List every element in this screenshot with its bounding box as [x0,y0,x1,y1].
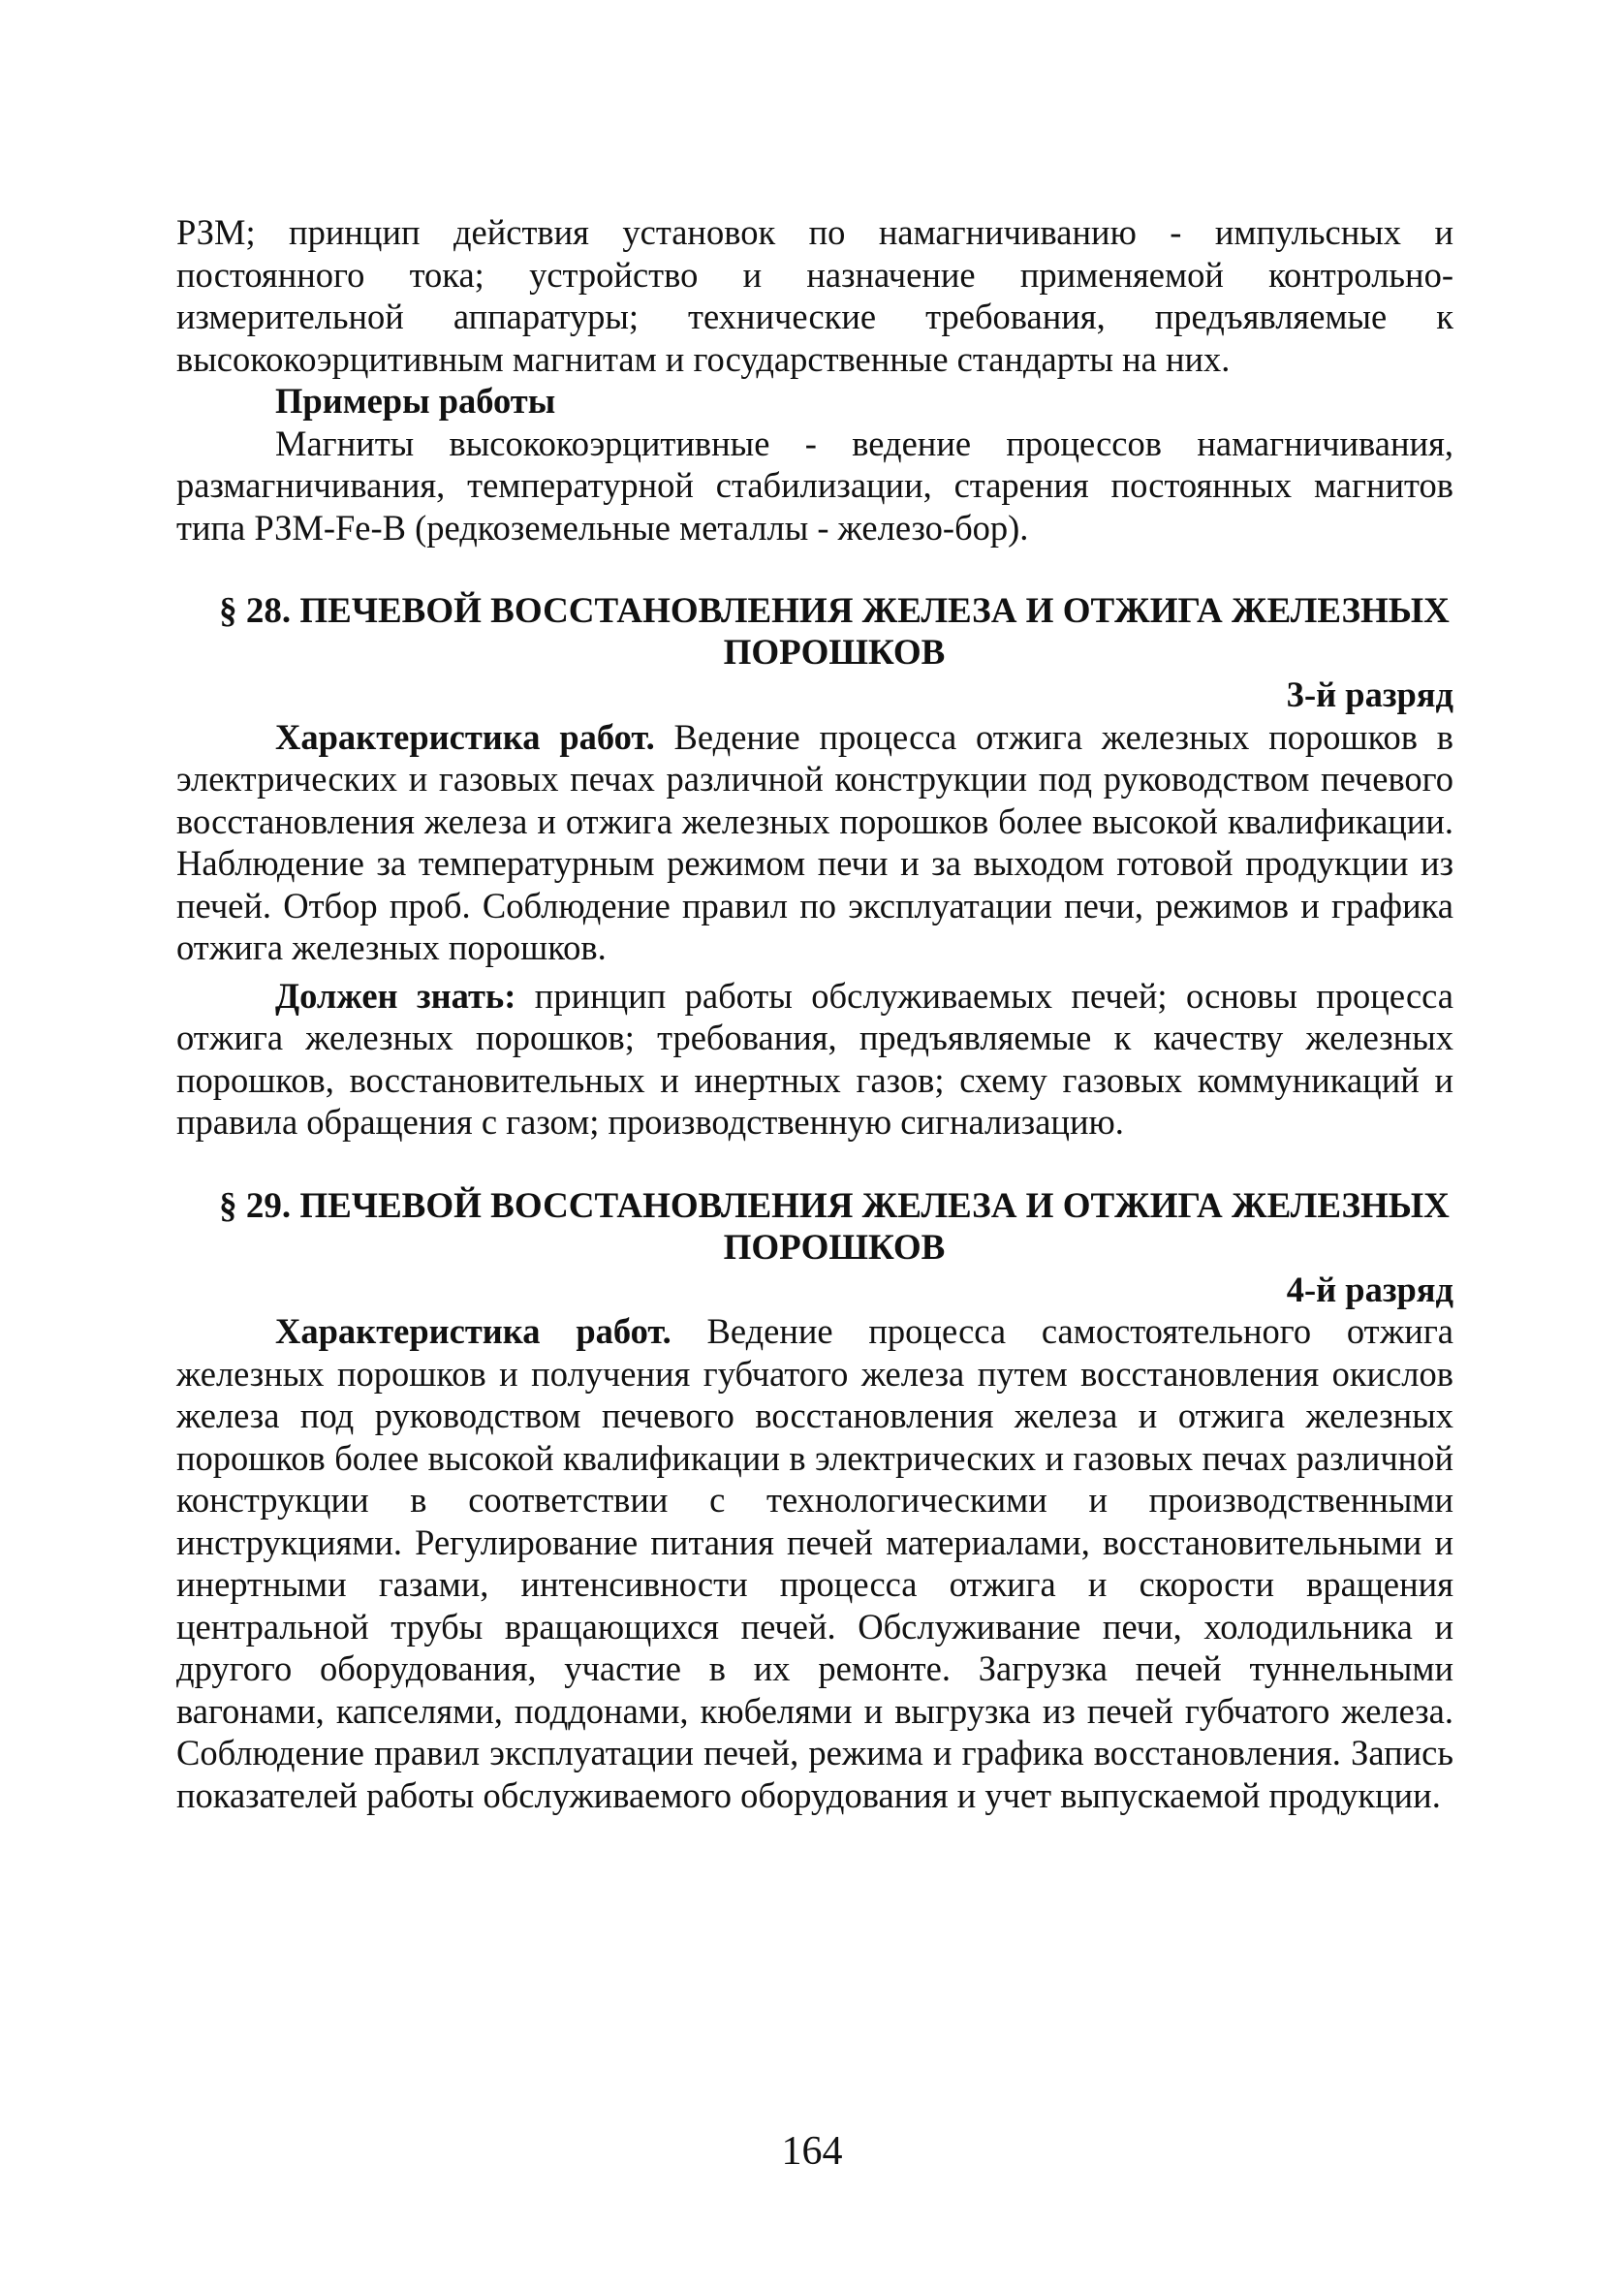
section-29-characteristic-label: Характеристика работ. [275,1311,671,1351]
section-29-characteristic [176,1310,1453,1816]
intro-paragraph: РЗМ; принцип действия установок по намагничиванию - импульсных и постоянного тока; устройство и назначение применяемой контрольно-измерительной аппаратуры; технические требования, предъявляемые к высококоэрцитивным магнитам и государственные стандарты на них. [176,212,1453,379]
examples-paragraph: Магниты высококоэрцитивные - ведение процессов намагничивания, размагничивания, температурной стабилизации, старения постоянных магнитов типа РЗМ-Fe-B (редкоземельные металлы - железо-бор). [176,423,1453,548]
section-29-characteristic-text: Ведение процесса самостоятельного отжига железных порошков и получения губчатого железа путем восстановления окислов железа под руководством печевого восстановления железа и отжига железных порошков более высокой квалификации в электрических и газовых печах различной конструкции в соответствии с технологическими и производственными инструкциями. Регулирование питания печей материалами, восстановительными и инертными газами, интенсивности процесса отжига и скорости вращения центральной трубы вращающихся печей. Обслуживание печи, холодильника и другого оборудования, участие в их ремонте. Загрузка печей туннельными вагонами, капселями, поддонами, кюбелями и выгрузка из печей губчатого железа. Соблюдение правил эксплуатации печей, режима и графика восстановления. Запись показателей работы обслуживаемого оборудования и учет выпускаемой продукции. [176,1311,1453,1815]
section-28-knowledge-label: Должен знать: [275,975,516,1016]
section-28-title: § 28. ПЕЧЕВОЙ ВОССТАНОВЛЕНИЯ ЖЕЛЕЗА И ОТЖИГА ЖЕЛЕЗНЫХ ПОРОШКОВ [219,591,1450,673]
section-spacer [176,549,1453,590]
section-28-characteristic [176,716,1453,969]
page-number: 164 [781,2129,843,2174]
section-28-knowledge [176,975,1453,1144]
section-29-grade: 4-й разряд [1286,1269,1453,1309]
section-29-title: § 29. ПЕЧЕВОЙ ВОССТАНОВЛЕНИЯ ЖЕЛЕЗА И ОТЖИГА ЖЕЛЕЗНЫХ ПОРОШКОВ [219,1185,1450,1268]
document-page [176,211,1453,1816]
section-28-grade: 3-й разряд [1286,674,1453,714]
section-28-characteristic-label: Характеристика работ. [275,716,655,757]
section-28-characteristic-text: Ведение процесса отжига железных порошков в электрических и газовых печах различной конструкции под руководством печевого восстановления железа и отжига железных порошков более высокой квалификации. Наблюдение за температурным режимом печи и за выходом готовой продукции из печей. Отбор проб. Соблюдение правил по эксплуатации печи, режимов и графика отжига железных порошков. [176,716,1453,967]
examples-heading: Примеры работы [275,381,556,421]
section-spacer [176,1144,1453,1185]
section-28-knowledge-text: принцип работы обслуживаемых печей; основы процесса отжига железных порошков; требования, предъявляемые к качеству железных порошков, восстановительных и инертных газов; схему газовых коммуникаций и правила обращения с газом; производственную сигнализацию. [176,975,1453,1142]
